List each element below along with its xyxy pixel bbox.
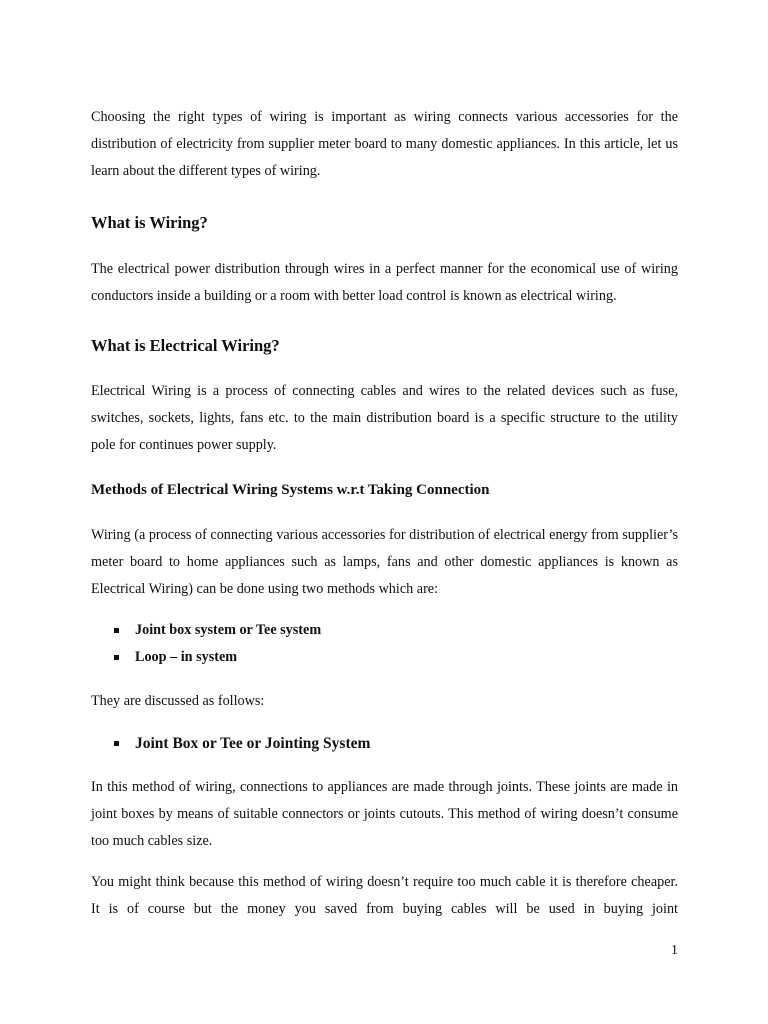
subsection-list xyxy=(91,730,678,757)
electrical-wiring-paragraph: Electrical Wiring is a process of connecting cables and wires to the related devices such as fuse, switches, sockets, lights, fans etc. to the main distribution board is a specific structure to the utility pole for continues power supply. xyxy=(91,383,678,454)
list-item xyxy=(91,617,678,644)
page-number: 1 xyxy=(671,943,678,958)
list-item-label: Loop – in system xyxy=(135,649,238,666)
cost-paragraph: You might think because this method of wiring doesn’t require too much cable it is therefore cheaper. It is of course but the money you saved from buying cables will be used in buying joint xyxy=(91,873,678,917)
methods-paragraph: Wiring (a process of connecting various accessories for distribution of electrical energy from supplier’s meter board to home appliances such as lamps, fans and other domestic appliances is known as Electrical Wiring) can be done using two methods which are: xyxy=(91,526,678,598)
wiring-definition-paragraph: The electrical power distribution through wires in a perfect manner for the economical use of wiring conductors inside a building or a room with better load control is known as electrical wiring. xyxy=(91,260,678,304)
heading-what-is-wiring: What is Wiring? xyxy=(91,212,208,232)
discussion-intro: They are discussed as follows: xyxy=(91,692,265,709)
methods-list xyxy=(91,617,678,671)
intro-paragraph: Choosing the right types of wiring is important as wiring connects various accessories for the distribution of electricity from supplier meter board to many domestic appliances. In this article, let us learn about the different types of wiring. xyxy=(91,109,678,180)
sub-heading-joint-box: Joint Box or Tee or Jointing System xyxy=(135,734,371,752)
bullet-icon xyxy=(114,628,119,633)
list-item xyxy=(91,644,678,671)
heading-methods: Methods of Electrical Wiring Systems w.r.t Taking Connection xyxy=(91,481,490,498)
list-item-label: Joint box system or Tee system xyxy=(135,622,322,639)
bullet-icon xyxy=(114,655,119,660)
list-item xyxy=(91,730,678,757)
bullet-icon xyxy=(114,741,119,746)
joint-box-paragraph: In this method of wiring, connections to appliances are made through joints. These joints are made in joint boxes by means of suitable connectors or joints cutouts. This method of wiring doesn’t consume too much cables size. xyxy=(91,779,678,850)
page-content xyxy=(91,104,678,923)
heading-what-is-electrical-wiring: What is Electrical Wiring? xyxy=(91,336,280,356)
